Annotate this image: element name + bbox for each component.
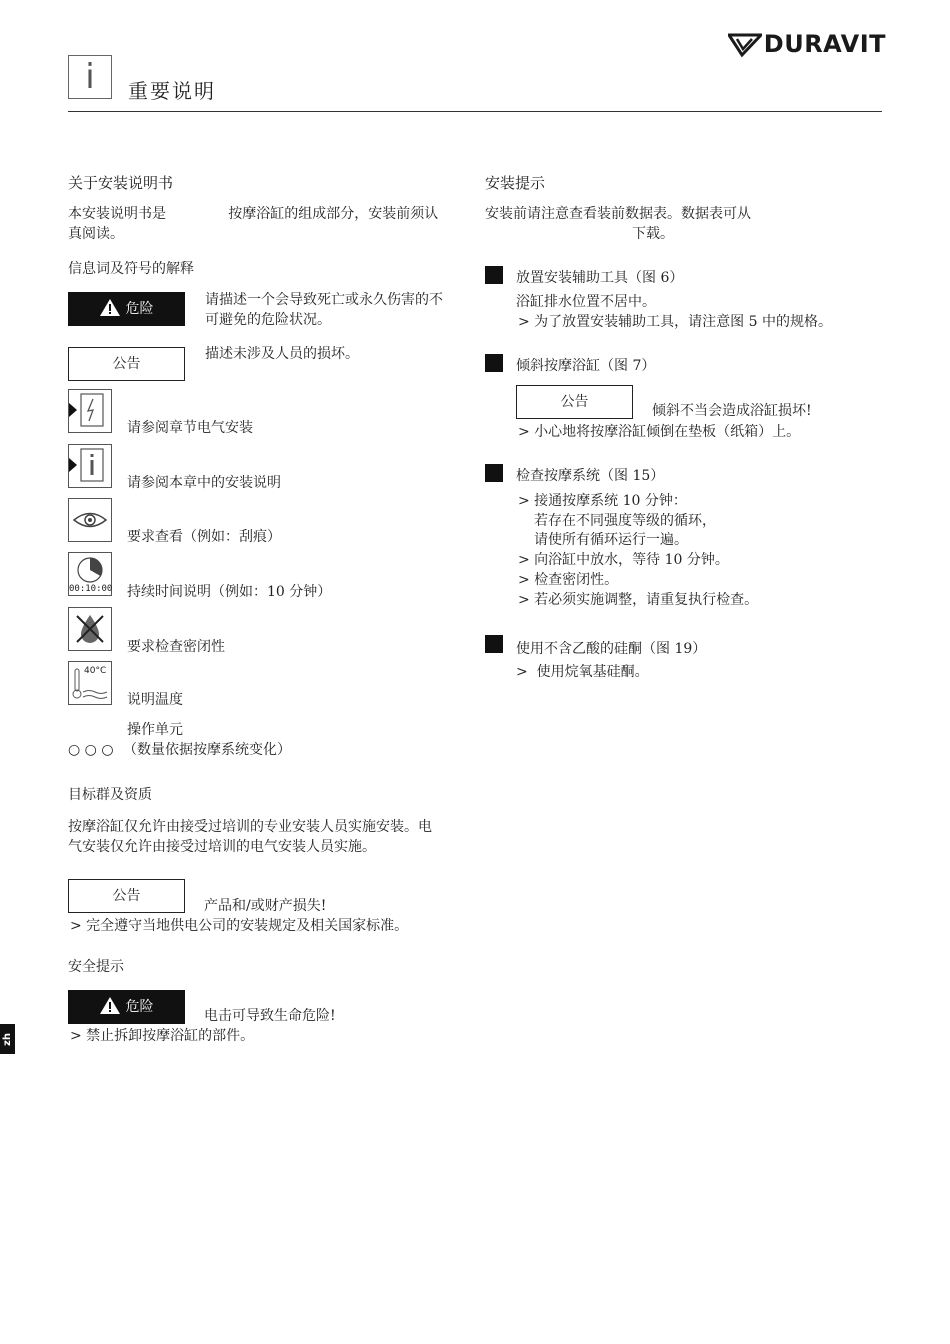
- info-icon: [68, 55, 112, 99]
- electrical-doc-icon: [68, 389, 112, 433]
- duravit-mark-icon: [728, 32, 762, 58]
- signal-words-heading: 信息词及符号的解释: [68, 261, 194, 277]
- language-code: zh: [2, 1033, 13, 1046]
- step-3-line-3: 请使所有循环运行一遍。: [534, 532, 688, 548]
- symbol-text-eye: 要求查看（例如：刮痕）: [127, 529, 281, 545]
- step-4-title: 使用不含乙酸的硅酮（图 19）: [516, 641, 707, 657]
- timer-icon: [68, 552, 112, 596]
- step-3-line-5: > 检查密闭性。: [518, 572, 619, 588]
- danger-label-box: [68, 292, 185, 326]
- danger-label-2: 危险: [125, 999, 154, 1015]
- eye-icon: [68, 498, 112, 542]
- brand-logo: [728, 30, 886, 58]
- about-line-2: 真阅读。: [68, 226, 124, 242]
- thermometer-icon: [68, 661, 112, 705]
- leak-check-icon: [68, 607, 112, 651]
- notice-desc: 描述未涉及人员的损坏。: [205, 346, 359, 362]
- symbol-text-electrical: 请参阅章节电气安装: [127, 420, 253, 436]
- timer-text: 00:10:00: [69, 584, 113, 594]
- target-group-line-1: 按摩浴缸仅允许由接受过培训的专业安装人员实施安装。电: [68, 819, 432, 835]
- operating-unit-label: 操作单元: [127, 722, 183, 738]
- step-marker: [485, 464, 503, 482]
- symbol-text-leak: 要求检查密闭性: [127, 639, 225, 655]
- danger-desc-2: 可避免的危险状况。: [205, 312, 331, 328]
- tips-line-1: 安装前请注意查看装前数据表。数据表可从: [485, 206, 751, 222]
- step-3-line-2: 若存在不同强度等级的循环，: [534, 513, 716, 529]
- warning-triangle-icon: [100, 299, 120, 316]
- symbol-text-temp: 说明温度: [127, 692, 183, 708]
- page-title: 重要说明: [128, 79, 216, 103]
- brand-name: DURAVIT: [763, 30, 886, 58]
- step-3-line-4: > 向浴缸中放水，等待 10 分钟。: [518, 552, 729, 568]
- safety-danger-text: 电击可导致生命危险!: [204, 1008, 336, 1024]
- temperature-text: 40°C: [84, 666, 107, 676]
- step-3-line-6: > 若必须实施调整，请重复执行检查。: [518, 592, 759, 608]
- notice-label-box: 公告: [68, 347, 185, 381]
- step-1-line-1: 浴缸排水位置不居中。: [516, 294, 656, 310]
- about-line-1: 本安装说明书是 按摩浴缸的组成部分，安装前须认: [68, 206, 439, 222]
- step-2-title: 倾斜按摩浴缸（图 7）: [516, 358, 656, 374]
- danger-label-box-2: [68, 990, 185, 1024]
- symbol-text-timer: 持续时间说明（例如：10 分钟）: [127, 584, 332, 600]
- step-2-notice-text: 倾斜不当会造成浴缸损坏!: [652, 403, 812, 419]
- warning-triangle-icon: [100, 997, 120, 1014]
- step-2-notice-box: 公告: [516, 385, 633, 419]
- operating-unit-desc: （数量依据按摩系统变化）: [123, 742, 291, 758]
- safety-heading: 安全提示: [68, 959, 124, 975]
- info-glyph: i: [85, 57, 95, 97]
- tips-heading: 安装提示: [485, 174, 546, 192]
- step-marker: [485, 266, 503, 284]
- notice-text-2: 产品和/或财产损失!: [204, 898, 327, 914]
- target-group-heading: 目标群及资质: [68, 787, 152, 803]
- target-group-line-2: 气安装仅允许由接受过培训的电气安装人员实施。: [68, 839, 376, 855]
- about-heading: 关于安装说明书: [68, 174, 174, 192]
- step-1-title: 放置安装辅助工具（图 6）: [516, 270, 684, 286]
- danger-label: 危险: [125, 301, 154, 317]
- header-divider: [68, 111, 882, 112]
- step-1-line-2: > 为了放置安装辅助工具，请注意图 5 中的规格。: [518, 314, 832, 330]
- safety-instruction: > 禁止拆卸按摩浴缸的部件。: [70, 1028, 255, 1044]
- target-group-instruction: > 完全遵守当地供电公司的安装规定及相关国家标准。: [70, 918, 409, 934]
- danger-desc-1: 请描述一个会导致死亡或永久伤害的不: [205, 292, 443, 308]
- step-marker: [485, 635, 503, 653]
- step-3-line-1: > 接通按摩系统 10 分钟：: [518, 493, 687, 509]
- tips-line-2: 下载。: [632, 226, 674, 242]
- operating-unit-circles: ○ ○ ○: [68, 742, 114, 758]
- step-4-line-1: > 使用烷氧基硅酮。: [516, 664, 649, 680]
- step-3-title: 检查按摩系统（图 15）: [516, 468, 665, 484]
- info-doc-icon: [68, 444, 112, 488]
- step-2-line-1: > 小心地将按摩浴缸倾倒在垫板（纸箱）上。: [518, 424, 801, 440]
- notice-label-box-2: 公告: [68, 879, 185, 913]
- language-tab: [0, 1024, 15, 1054]
- step-marker: [485, 354, 503, 372]
- symbol-text-info: 请参阅本章中的安装说明: [127, 475, 281, 491]
